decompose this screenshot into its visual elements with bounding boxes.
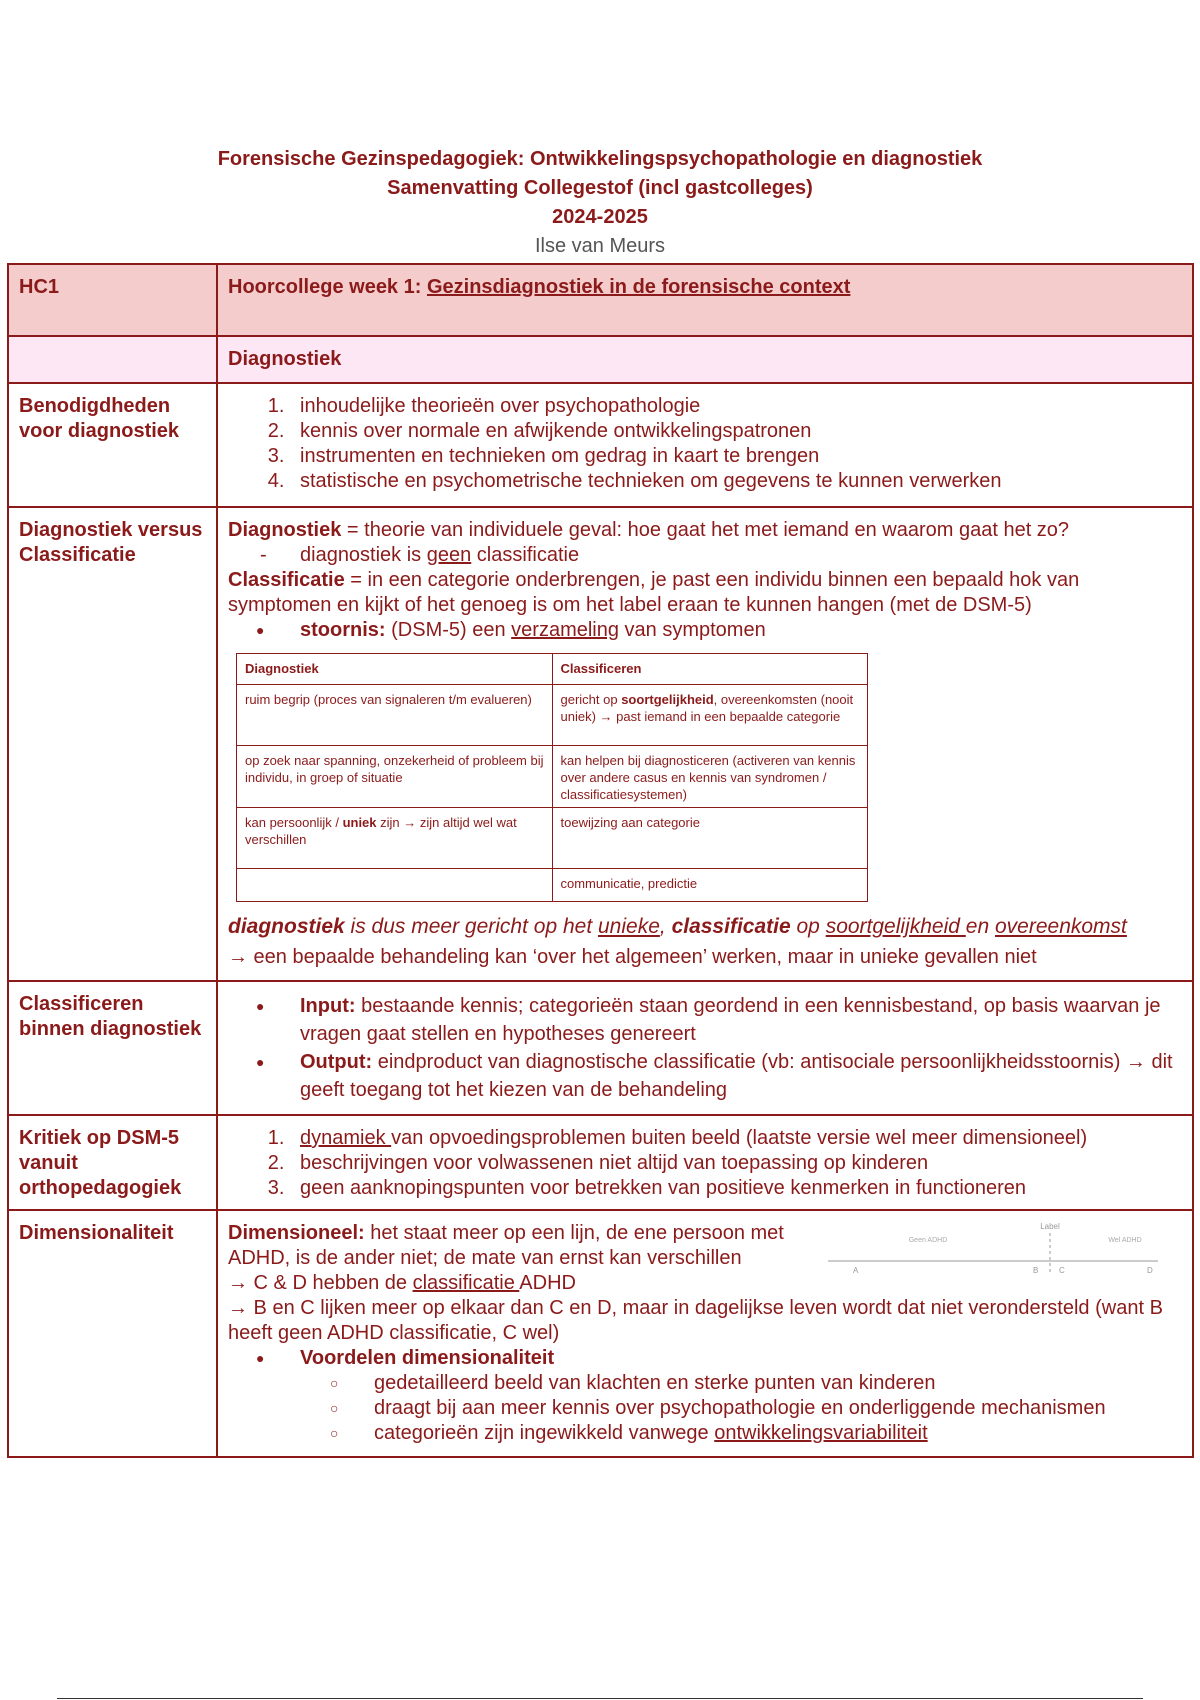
sub3-underlined: ontwikkelingsvariabiliteit [714,1422,928,1444]
sub3-pre: categorieën zijn ingewikkeld vanwege [374,1422,715,1444]
diagnostiek-definition [228,518,1182,543]
list-item: ○ gedetailleerd beeld van klachten en sterke punten van kinderen [364,1371,1182,1396]
kritiek-content [217,1115,1193,1210]
list-item: 3. instrumenten en technieken om gedrag in kaart te brengen [290,444,1182,469]
input-text: bestaande kennis; categorieën staan geordend in een kennisbestand, op basis waarvan je vragen gaat stellen en hypotheses genereert [300,995,1161,1045]
kritiek-label: Kritiek op DSM-5 vanuit orthopedagogiek [8,1115,217,1210]
versus-content [217,507,1193,981]
classificeren-label: Classificeren binnen diagnostiek [8,981,217,1115]
cell-post: , overeenkomsten (nooit uniek) → past iemand in een bepaalde categorie [560,692,854,724]
classificeren-content [217,981,1193,1115]
dash-underlined: geen [426,544,472,566]
clas-def: = in een categorie onderbrengen, je past een individu binnen een bepaald hok van symptomen en kijkt of het genoeg is om het label eraan te kunnen hangen (met de DSM-5) [228,569,1080,616]
concl-part: overeenkomst [994,915,1127,938]
list-item: 4. statistische en psychometrische technieken om gegevens te kunnen verwerken [290,469,1182,494]
benodigdheden-label: Benodigdheden voor diagnostiek [8,383,217,507]
document-year: 2024-2025 [552,206,648,228]
diag-dash-list [228,543,1182,568]
table-row [237,869,868,902]
document-header [0,145,1200,261]
classificatie-definition [228,568,1182,618]
comparison-table [236,653,868,902]
document-author: Ilse van Meurs [534,235,666,257]
dimensioneel-definition [228,1221,788,1271]
scale-label-top: Label [1040,1222,1060,1231]
cell-pre: kan persoonlijk / [245,815,343,830]
cell-bold: uniek [342,815,377,830]
stoornis-underlined: verzameling [511,619,619,641]
clas-term: Classificatie [228,569,345,591]
table-row [237,808,868,869]
cell-post: zijn → zijn altijd wel wat verschillen [245,815,517,847]
list-item [290,992,1182,1048]
versus-label: Diagnostiek versus Classificatie [8,507,217,981]
document-subtitle: Samenvatting Collegestof (incl gastcolleges) [387,177,813,199]
hc-title-prefix: Hoorcollege week 1: [228,276,427,298]
benodigdheden-row [8,383,1193,507]
stoornis-term: stoornis: [300,619,386,641]
concl-part: classificatie [671,915,791,938]
diag-def: = theorie van individuele geval: hoe gaat het met iemand en waarom gaat het zo? [341,519,1070,541]
list-item [290,1126,1182,1151]
dim-line-2: → B en C lijken meer op elkaar dan C en D, maar in dagelijkse leven wordt dat niet verondersteld (want B heeft geen ADHD classificatie, C wel) [228,1297,1163,1344]
list-item [290,618,1182,643]
cell-pre: gericht op [560,692,622,707]
list-item [290,543,1182,568]
dimensionaliteit-content [217,1210,1193,1457]
dim-term: Dimensioneel: [228,1222,365,1244]
hc-row [8,264,1193,336]
stoornis-pre: (DSM-5) een [385,619,512,641]
adhd-scale-diagram [823,1213,1163,1293]
dash-post: classificatie [471,544,580,566]
footer-divider [57,1698,1143,1699]
scale-point-c: C [1059,1266,1065,1275]
concl-part: op [790,915,826,938]
concl-part: diagnostiek [228,915,345,938]
kritiek-text: van opvoedingsproblemen buiten beeld (laatste versie wel meer dimensioneel) [391,1127,1088,1149]
table-cell [552,685,868,746]
output-term: Output: [300,1051,373,1073]
table-cell [237,808,553,869]
scale-point-a: A [853,1266,859,1275]
table-cell: ruim begrip (proces van signaleren t/m evalueren) [237,685,553,746]
dash-pre: diagnostiek is [300,544,427,566]
scale-label-right: Wel ADHD [1108,1237,1142,1244]
line1-pre: → C & D hebben de [228,1272,413,1294]
list-item [290,1048,1182,1104]
concl-part: , [659,915,672,938]
input-term: Input: [300,995,356,1017]
concl-part: unieke [598,915,660,938]
table-row [237,746,868,808]
dimensionaliteit-intro [228,1221,1182,1275]
stoornis-list [228,618,1182,643]
dimensionaliteit-label: Dimensionaliteit [8,1210,217,1457]
section-empty-cell [8,336,217,383]
diag-term: Diagnostiek [228,519,342,541]
table-cell [237,869,553,902]
summary-table [7,263,1194,1458]
scale-point-d: D [1147,1266,1153,1275]
hc-label: HC1 [8,264,217,336]
scale-label-left: Geen ADHD [908,1237,948,1244]
voordelen-heading: ● Voordelen dimensionaliteit [290,1346,1182,1371]
table-cell: kan helpen bij diagnosticeren (activeren van kennis over andere casus en kennis van syndromen / classificatiesystemen) [552,746,868,808]
list-item: 3. geen aanknopingspunten voor betrekken van positieve kenmerken in functioneren [290,1176,1182,1201]
classificeren-row [8,981,1193,1115]
section-title: Diagnostiek [217,336,1193,383]
kritiek-row [8,1115,1193,1210]
list-item: 2. kennis over normale en afwijkende ontwikkelingspatronen [290,419,1182,444]
comparison-head-right: Classificeren [552,654,868,685]
voordelen-list [228,1346,1182,1371]
scale-point-b: B [1033,1266,1039,1275]
kritiek-list [228,1126,1182,1201]
table-row [237,685,868,746]
table-cell: toewijzing aan categorie [552,808,868,869]
list-item: 1. inhoudelijke theorieën over psychopathologie [290,394,1182,419]
concl-part: soortgelijkheid [825,915,966,938]
concl-part: en [965,915,995,938]
list-item [364,1421,1182,1446]
concl-part: is dus meer gericht op het [344,915,598,938]
classificeren-list [228,992,1182,1104]
line1-underlined: classificatie [412,1272,520,1294]
document-title: Forensische Gezinspedagogiek: Ontwikkelingspsychopathologie en diagnostiek [217,148,983,170]
stoornis-post: van symptomen [618,619,766,641]
hc-title-link[interactable]: Gezinsdiagnostiek in de forensische context [426,276,851,298]
benodigdheden-list [228,394,1182,494]
table-cell: communicatie, predictie [552,869,868,902]
conclusion-arrow-line: → een bepaalde behandeling kan ‘over het algemeen’ werken, maar in unieke gevallen niet [228,946,1037,968]
comparison-head-left: Diagnostiek [237,654,553,685]
section-row [8,336,1193,383]
cell-bold: soortgelijkheid [621,692,714,707]
list-item: ○ draagt bij aan meer kennis over psychopathologie en onderliggende mechanismen [364,1396,1182,1421]
list-item: 2. beschrijvingen voor volwassenen niet altijd van toepassing op kinderen [290,1151,1182,1176]
output-text: eindproduct van diagnostische classificatie (vb: antisociale persoonlijkheidsstoornis) → dit geeft toegang tot het kiezen van de behandeling [300,1051,1173,1101]
conclusion-line [228,912,1182,942]
line1-post: ADHD [519,1272,576,1294]
benodigdheden-content [217,383,1193,507]
table-cell: op zoek naar spanning, onzekerheid of probleem bij individu, in groep of situatie [237,746,553,808]
versus-row [8,507,1193,981]
kritiek-underlined: dynamiek [300,1127,392,1149]
hc-title [217,264,1193,336]
dimensionaliteit-row [8,1210,1193,1457]
comparison-header-row [237,654,868,685]
voordelen-sub-list [228,1371,1182,1446]
dim-def: het staat meer op een lijn, de ene persoon met ADHD, is de ander niet; de mate van ernst kan verschillen [228,1222,784,1269]
